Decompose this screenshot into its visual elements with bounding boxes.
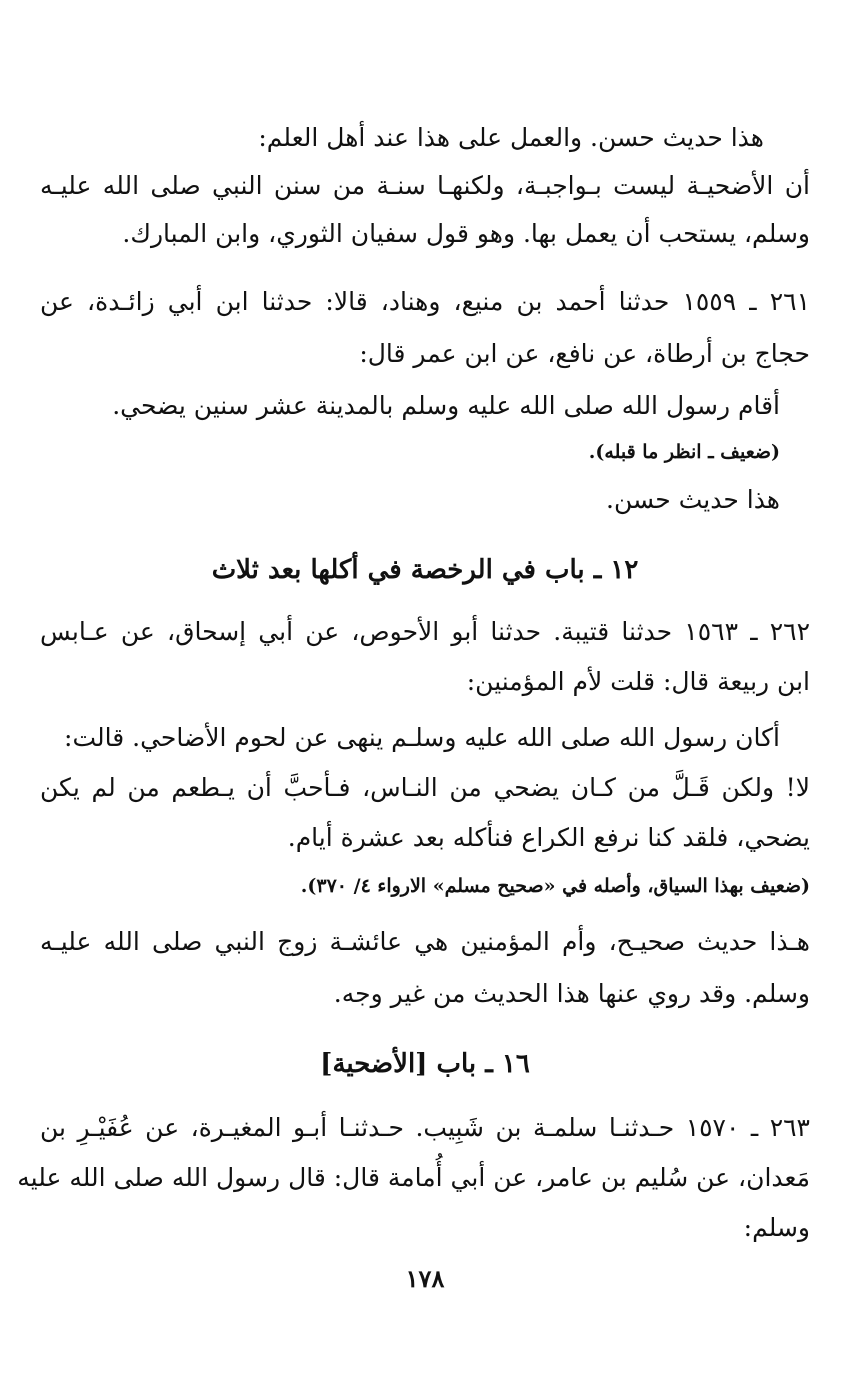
hadith-text-line: أكان رسول الله صلى الله عليه وسلـم ينهى عن لحوم الأضاحي. قالت: <box>64 723 780 752</box>
text-line: وسلم. وقد روي عنها هذا الحديث من غير وجه. <box>333 979 810 1008</box>
grading-note: (ضعيف ـ انظر ما قبله). <box>588 441 780 463</box>
hadith-text-line: يضحي، فلقد كنا نرفع الكراع فنأكله بعد عشرة أيام. <box>287 823 810 852</box>
text-line: وسلم، يستحب أن يعمل بها. وهو قول سفيان الثوري، وابن المبارك. <box>122 219 810 248</box>
page-number: ١٧٨ <box>405 1264 445 1293</box>
text-line: هذا حديث حسن. <box>606 485 780 514</box>
text-line: وسلم: <box>743 1213 810 1242</box>
hadith-text-line: لا! ولكن قَـلَّ من كـان يضحي من النـاس، فـأحبَّ أن يـطعم من لم يكن <box>40 773 810 802</box>
hadith-263-line: ٢٦٣ ـ ١٥٧٠ حـدثنـا سلمـة بن شَبِيب. حـدثنـا أبـو المغيـرة، عن عُفَيْـرِ بن <box>40 1113 810 1142</box>
text-line: هـذا حديث صحيـح، وأم المؤمنين هي عائشـة زوج النبي صلى الله عليـه <box>40 927 810 956</box>
hadith-262-line: ٢٦٢ ـ ١٥٦٣ حدثنا قتيبة. حدثنا أبو الأحوص، عن أبي إسحاق، عن عـابس <box>40 617 811 646</box>
text-line: ابن ربيعة قال: قلت لأم المؤمنين: <box>466 667 810 696</box>
text-line: أن الأضحيـة ليست بـواجبـة، ولكنهـا سنـة من سنن النبي صلى الله عليـه <box>40 171 810 200</box>
book-page <box>17 0 811 1375</box>
hadith-261-line: ٢٦١ ـ ١٥٥٩ حدثنا أحمد بن منيع، وهناد، قالا: حدثنا ابن أبي زائـدة، عن <box>40 287 811 316</box>
text-line: هذا حديث حسن. والعمل على هذا عند أهل العلم: <box>258 123 764 152</box>
text-line: حجاج بن أرطاة، عن نافع، عن ابن عمر قال: <box>359 339 810 368</box>
text-line: مَعدان، عن سُليم بن عامر، عن أبي أُمامة قال: قال رسول الله صلى الله عليه <box>17 1163 810 1192</box>
hadith-text-line: أقام رسول الله صلى الله عليه وسلم بالمدينة عشر سنين يضحي. <box>112 391 780 420</box>
chapter-heading: ١٦ ـ باب [الأضحية] <box>320 1049 530 1079</box>
chapter-heading: ١٢ ـ باب في الرخصة في أكلها بعد ثلاث <box>211 555 639 585</box>
grading-note: (ضعيف بهذا السياق، وأصله في «صحيح مسلم» الارواء ٤/ ٣٧٠). <box>300 875 810 897</box>
